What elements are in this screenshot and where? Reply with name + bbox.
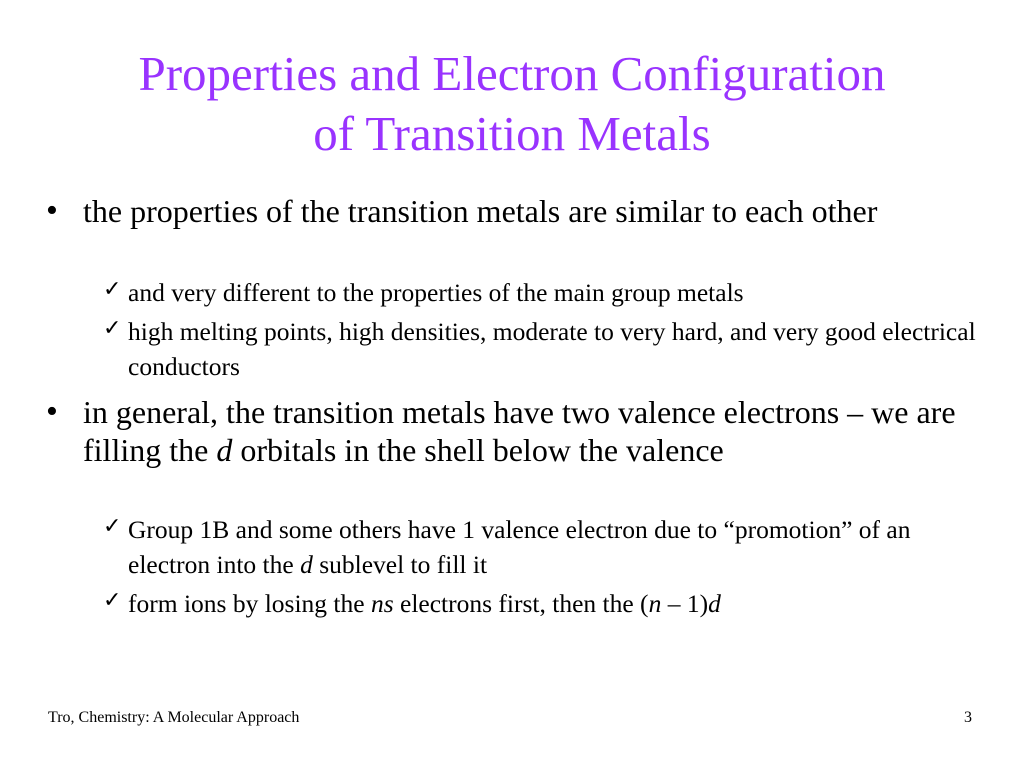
bullet-dot-icon: • — [46, 192, 58, 229]
sub-bullet-text-2-2-italic-n: n — [648, 589, 662, 618]
checkmark-icon: ✓ — [103, 514, 122, 539]
sub-bullet-text-2-1-part-2: sublevel to fill it — [312, 550, 488, 579]
title-line-1: Properties and Electron Configuration — [138, 46, 886, 101]
bullet-text-2-part-2: orbitals in the shell below the valence — [232, 432, 724, 468]
sub-bullet-1-2 — [103, 314, 983, 384]
bullet-text-1: the properties of the transition metals are similar to each other — [83, 193, 878, 229]
sub-bullet-text-1-1: and very different to the properties of the main group metals — [128, 278, 744, 307]
sub-bullet-1-1 — [103, 275, 983, 310]
sub-bullet-text-2-1 — [128, 512, 983, 582]
sub-bullet-text-2-2-italic-d: d — [708, 589, 721, 618]
sub-bullet-text-1-2: high melting points, high densities, moderate to very hard, and very good electrical conductors — [128, 317, 976, 381]
sub-bullet-2-2 — [103, 586, 983, 621]
footer-source: Tro, Chemistry: A Molecular Approach — [48, 709, 300, 726]
bullet-item-2 — [46, 393, 966, 469]
bullet-text-2 — [83, 393, 966, 469]
bullet-text-2-italic-d: d — [216, 432, 233, 468]
title-line-2: of Transition Metals — [313, 106, 711, 161]
bullet-dot-icon: • — [46, 393, 58, 430]
bullet-item-1 — [46, 192, 966, 230]
checkmark-icon: ✓ — [103, 588, 122, 613]
sub-bullet-2-1 — [103, 512, 983, 582]
sub-bullet-text-2-1-italic-d: d — [300, 550, 313, 579]
sub-bullet-text-2-2-part-3: – 1) — [661, 589, 709, 618]
page-number: 3 — [964, 709, 972, 726]
sub-bullet-text-2-2 — [128, 586, 983, 621]
sub-bullet-text-2-1-part-1: Group 1B and some others have 1 valence electron due to “promotion” of an electron into the — [128, 515, 911, 579]
sub-bullet-text-2-2-part-2: electrons first, then the ( — [393, 589, 649, 618]
sub-bullet-text-2-2-part-1: form ions by losing the — [128, 589, 371, 618]
checkmark-icon: ✓ — [103, 316, 122, 341]
checkmark-icon: ✓ — [103, 277, 122, 302]
sub-bullet-text-2-2-italic-ns: ns — [370, 589, 394, 618]
bullet-text-2-part-1: in general, the transition metals have two valence electrons – we are filling the — [83, 394, 956, 468]
